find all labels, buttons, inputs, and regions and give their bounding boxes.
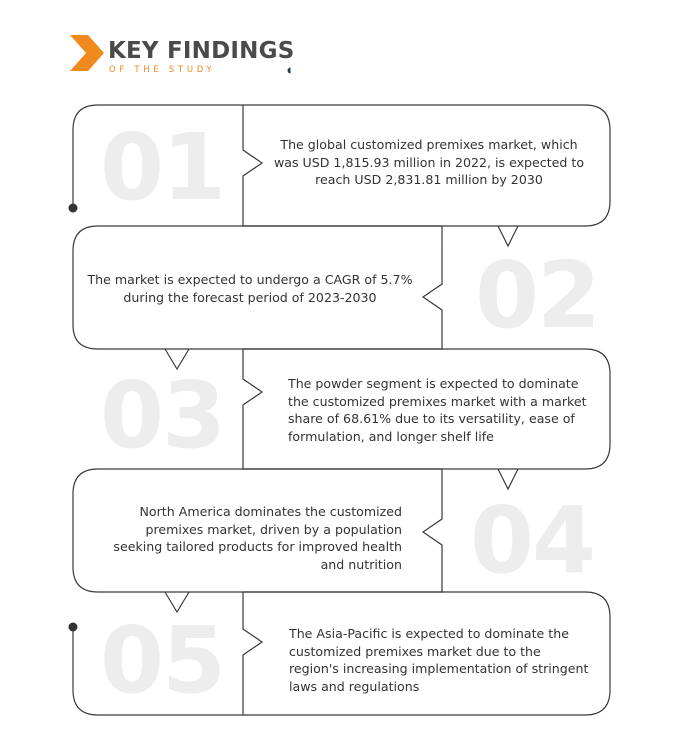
page-title: KEY FINDINGS	[108, 38, 295, 64]
finding-number-2: 02	[475, 242, 600, 349]
finding-number-3: 03	[100, 362, 225, 469]
finding-text-4: North America dominates the customized premixes market, driven by a population seeking tailored products for improved health and nutrition	[113, 504, 402, 572]
finding-text-2: The market is expected to undergo a CAGR of 5.7% during the forecast period of 2023-2030	[87, 272, 413, 305]
finding-number-5: 05	[100, 607, 225, 714]
finding-text-1: The global customized premixes market, which was USD 1,815.93 million in 2022, is expected to reach USD 2,831.81 million by 2030	[273, 137, 585, 187]
page-subtitle: OF THE STUDY	[109, 65, 216, 75]
finding-text-5: The Asia-Pacific is expected to dominate the customized premixes market due to the region's increasing implementation of stringent laws and regulations	[289, 626, 589, 694]
finding-number-4: 04	[470, 487, 595, 594]
finding-number-1: 01	[100, 114, 225, 221]
finding-text-3: The powder segment is expected to dominate the customized premixes market with a market share of 68.61% due to its versatility, ease of formulation, and longer shelf life	[288, 376, 587, 444]
start-dot	[69, 204, 78, 213]
end-dot	[69, 623, 78, 632]
